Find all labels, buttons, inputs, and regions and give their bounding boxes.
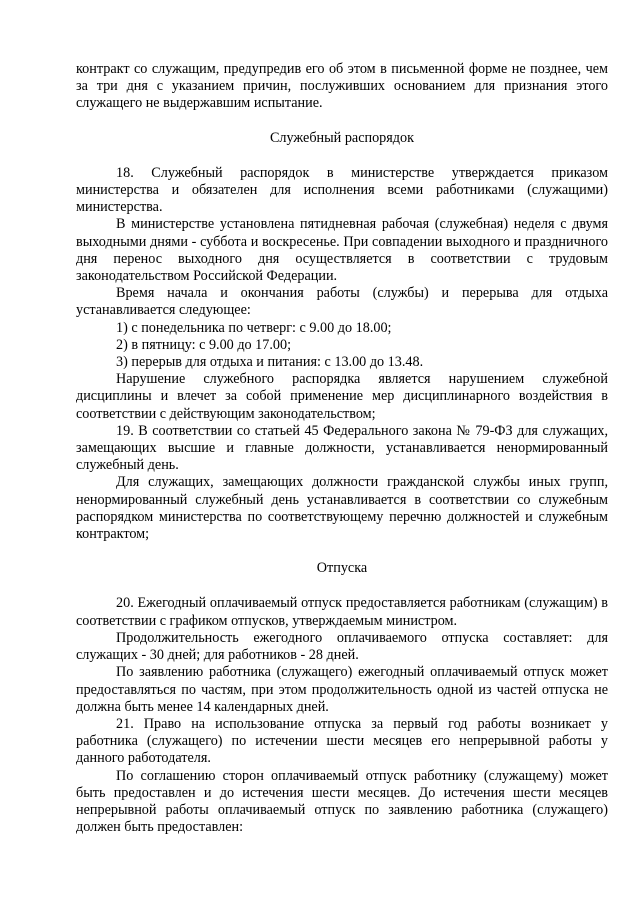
- paragraph-continuation: контракт со служащим, предупредив его об этом в письменной форме не позднее, чем за три дня с указанием причин, послуживших основанием для признания этого служащего не выдержавшим испытание.: [76, 61, 608, 112]
- spacer: [76, 543, 608, 560]
- paragraph-21: 21. Право на использование отпуска за первый год работы возникает у работника (служащего) по истечении шести месяцев его непрерывной работы у данного работодателя.: [76, 715, 608, 767]
- paragraph-other-groups: Для служащих, замещающих должности гражданской службы иных групп, ненормированный служебный день устанавливается в соответствии со служебным распорядком министерства по соответствующему перечню должностей и служебным контрактом;: [76, 474, 608, 543]
- spacer: [76, 577, 608, 595]
- paragraph-vacation-duration: Продолжительность ежегодного оплачиваемого отпуска составляет: для служащих - 30 дней; для работников - 28 дней.: [76, 629, 608, 664]
- paragraph-18: 18. Служебный распорядок в министерстве утверждается приказом министерства и обязателен для исполнения всеми работниками (служащими) министерства.: [76, 164, 608, 216]
- paragraph-20: 20. Ежегодный оплачиваемый отпуск предоставляется работникам (служащим) в соответствии с графиком отпусков, утверждаемым министром.: [76, 595, 608, 629]
- spacer: [76, 147, 608, 165]
- section-heading-vacations: Отпуска: [316, 560, 368, 577]
- list-item-break: 3) перерыв для отдыха и питания: с 13.00 до 13.48.: [116, 354, 424, 371]
- section-heading-service-schedule: Служебный распорядок: [269, 129, 415, 146]
- list-item-mon-thu: 1) с понедельника по четверг: с 9.00 до 18.00;: [116, 319, 392, 336]
- paragraph-19: 19. В соответствии со статьей 45 Федерального закона № 79-ФЗ для служащих, замещающих высшие и главные должности, устанавливается ненормированный служебный день.: [76, 422, 608, 474]
- spacer: [76, 113, 608, 130]
- paragraph-workweek: В министерстве установлена пятидневная рабочая (служебная) неделя с двумя выходными днями - суббота и воскресенье. При совпадении выходного и праздничного дня перенос выходного дня осуществляется в соответствии с трудовым законодательством Российской Федерации.: [76, 216, 608, 285]
- paragraph-violation: Нарушение служебного распорядка является нарушением служебной дисциплины и влечет за собой применение мер дисциплинарного воздействия в соответствии с действующим законодательством;: [76, 371, 608, 422]
- document-page: [76, 61, 608, 836]
- paragraph-work-hours: Время начала и окончания работы (службы) и перерыва для отдыха устанавливается следующее:: [76, 285, 608, 319]
- paragraph-agreement: По соглашению сторон оплачиваемый отпуск работнику (служащему) может быть предоставлен и до истечения шести месяцев. До истечения шести месяцев непрерывной работы оплачиваемый отпуск по заявлению работника (служащего) должен быть предоставлен:: [76, 767, 608, 836]
- paragraph-vacation-parts: По заявлению работника (служащего) ежегодный оплачиваемый отпуск может предоставляться по частям, при этом продолжительность одной из частей отпуска не должна быть менее 14 календарных дней.: [76, 664, 608, 715]
- list-item-friday: 2) в пятницу: с 9.00 до 17.00;: [116, 336, 292, 353]
